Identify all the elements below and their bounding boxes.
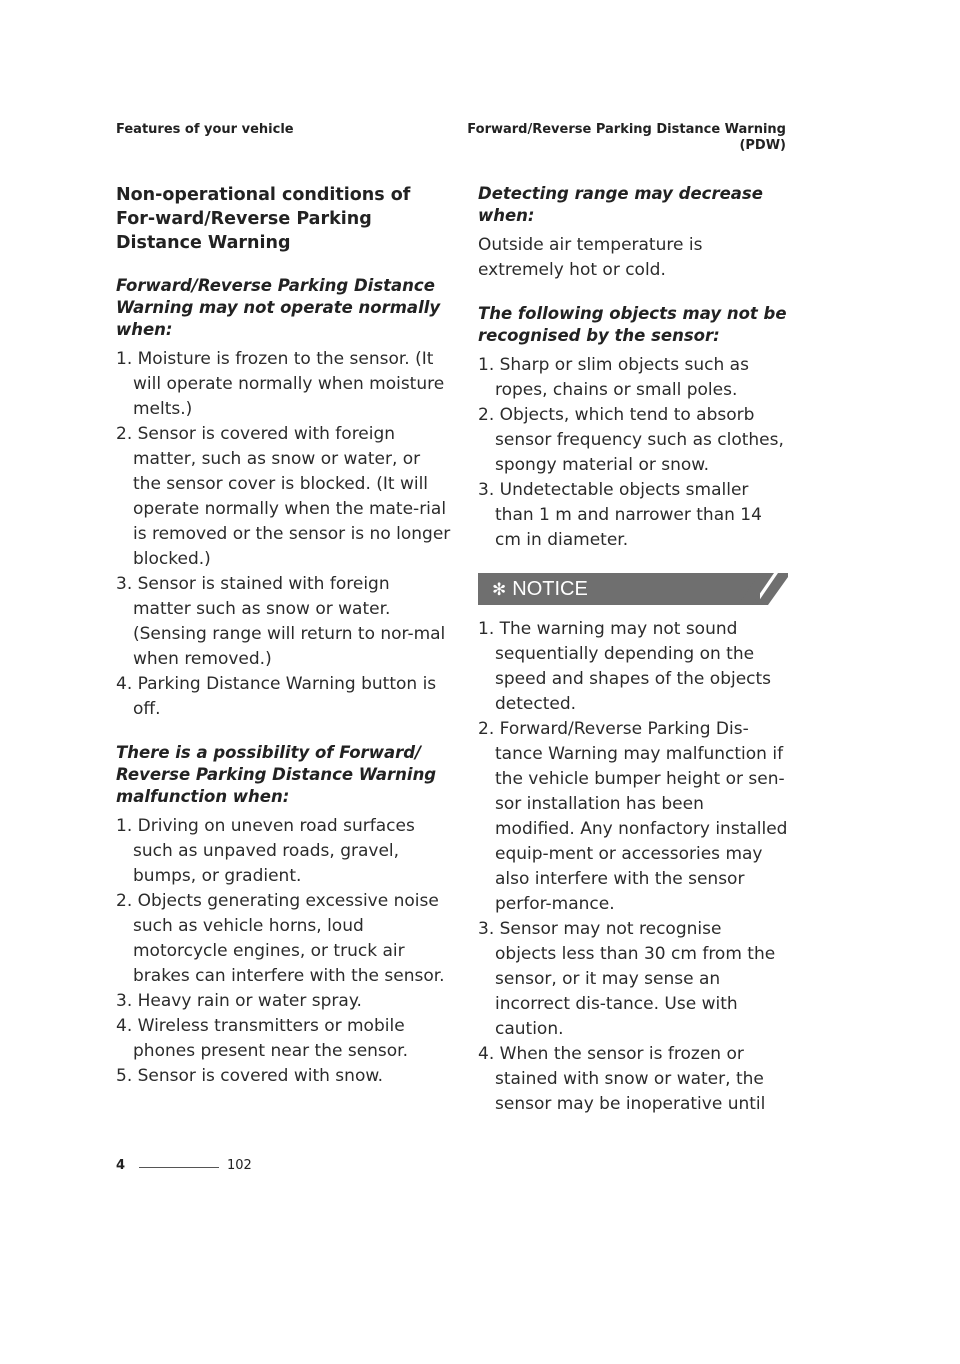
subsection-title-objects: The following objects may not be recognised by the sensor: [478,304,787,345]
page-footer [116,1158,252,1173]
asterisk-icon: ✻ [492,580,507,599]
list-item: 4. When the sensor is frozen or stained with snow or water, the sensor may be inoperative until [478,1044,766,1114]
running-header-right [467,122,786,154]
right-column [478,183,788,1137]
subsection-title-not-operate: Forward/Reverse Parking Distance Warning may not operate normally when: [116,276,441,339]
list-item: 2. Objects generating excessive noise such as vehicle horns, loud motorcycle engines, or truck air brakes can interfere with the sensor. [116,891,445,986]
page-number: 102 [227,1158,252,1173]
list-item: 2. Sensor is covered with foreign matter, such as snow or water, or the sensor cover is blocked. (It will operate normally when the mate-rial is removed or the sensor is no longer blocked.) [116,424,451,569]
list-objects [478,353,788,553]
list-item: 5. Sensor is covered with snow. [116,1066,384,1086]
list-item: 3. Sensor is stained with foreign matter such as snow or water. (Sensing range will return to nor-mal when removed.) [116,574,446,669]
list-item: 2. Objects, which tend to absorb sensor frequency such as clothes, spongy material or snow. [478,405,784,475]
notice-text: NOTICE [512,578,588,600]
notice-banner [478,573,788,605]
list-item: 1. The warning may not sound sequentially depending on the speed and shapes of the objects detected. [478,619,772,714]
list-item: 1. Sharp or slim objects such as ropes, chains or small poles. [478,355,749,400]
left-column [116,183,452,1109]
list-not-operate [116,347,452,722]
chapter-number: 4 [116,1158,126,1173]
list-item: 3. Undetectable objects smaller than 1 m and narrower than 14 cm in diameter. [478,480,762,550]
notice-label [492,577,588,602]
list-item: 4. Parking Distance Warning button is off. [116,674,437,719]
list-item: 3. Sensor may not recognise objects less than 30 cm from the sensor, or it may sense an incorrect dis-tance. Use with caution. [478,919,776,1039]
running-header-right-line1: Forward/Reverse Parking Distance Warning [467,122,786,137]
subsection-title-malfunction: There is a possibility of Forward/ Reverse Parking Distance Warning malfunction when: [116,743,437,806]
list-notice [478,617,788,1117]
list-item: 1. Moisture is frozen to the sensor. (It will operate normally when moisture melts.) [116,349,445,419]
list-malfunction [116,814,452,1089]
subsection-title-range: Detecting range may decrease when: [478,184,763,225]
list-item: 3. Heavy rain or water spray. [116,991,362,1011]
list-item: 1. Driving on uneven road surfaces such as unpaved roads, gravel, bumps, or gradient. [116,816,415,886]
diagonal-stripes-icon [738,573,788,605]
section-title: Non-operational conditions of For-ward/Reverse Parking Distance Warning [116,185,411,253]
footer-divider [139,1167,219,1168]
list-item: 4. Wireless transmitters or mobile phones present near the sensor. [116,1016,409,1061]
running-header-right-line2: (PDW) [739,138,786,153]
running-header-left: Features of your vehicle [116,122,294,137]
list-item: 2. Forward/Reverse Parking Dis-tance Warning may malfunction if the vehicle bumper height or sen-sor installation has been modified. Any nonfactory installed equip-ment or accessories may also interfere with the sensor perfor-mance. [478,719,788,914]
range-paragraph: Outside air temperature is extremely hot or cold. [478,235,703,280]
